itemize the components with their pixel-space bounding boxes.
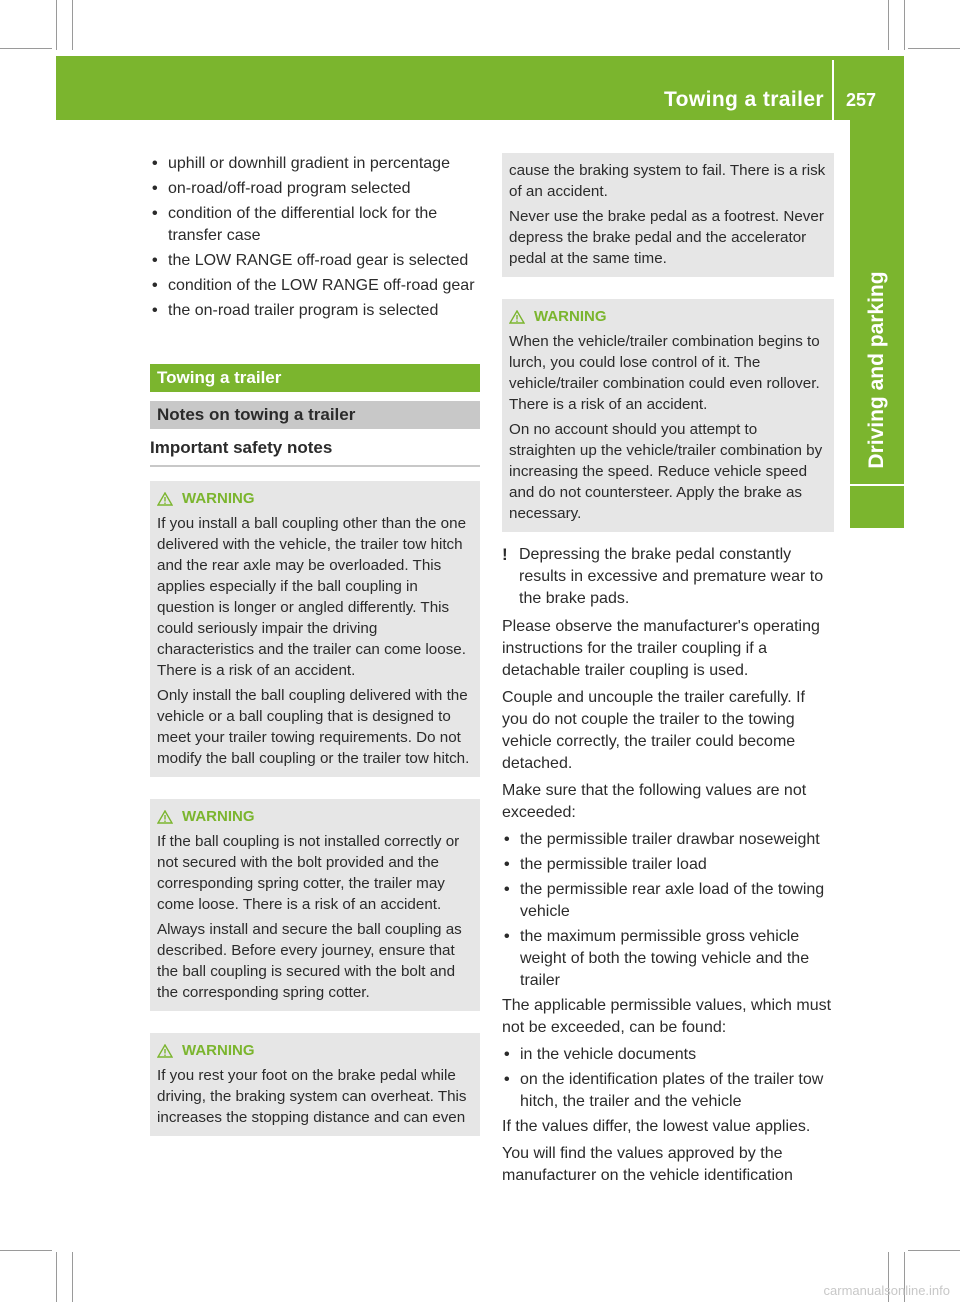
warning-box bbox=[502, 299, 834, 532]
chapter-tab-label: Driving and parking bbox=[865, 271, 888, 469]
crop-mark bbox=[0, 1250, 52, 1251]
list-item: • the permissible trailer load bbox=[502, 854, 834, 876]
warning-label: WARNING bbox=[182, 490, 255, 507]
subheading: Important safety notes bbox=[150, 437, 480, 467]
left-column bbox=[150, 153, 480, 1136]
warning-box bbox=[150, 481, 480, 777]
paragraph: If the values differ, the lowest value applies. bbox=[502, 1118, 811, 1135]
warning-label: WARNING bbox=[534, 308, 607, 325]
watermark: carmanualsonline.info bbox=[823, 1283, 950, 1298]
crop-mark bbox=[72, 1252, 73, 1302]
paragraph: Please observe the manufacturer's operating instructions for the trailer coupling if a detachable trailer coupling is used. bbox=[502, 618, 820, 679]
page-header-title: Towing a trailer bbox=[663, 88, 824, 111]
crop-mark bbox=[908, 1250, 960, 1251]
warning-box bbox=[150, 1033, 480, 1136]
list-item: • condition of the LOW RANGE off-road gear bbox=[150, 275, 480, 297]
list-item: • in the vehicle documents bbox=[502, 1044, 834, 1066]
list-item: • on the identification plates of the trailer tow hitch, the trailer and the vehicle bbox=[502, 1069, 834, 1113]
list-item: • the on-road trailer program is selected bbox=[150, 300, 480, 322]
warning-box bbox=[150, 799, 480, 1011]
warning-text: Never use the brake pedal as a footrest. Never depress the brake pedal and the accelerator pedal at the same time. bbox=[509, 208, 824, 267]
crop-mark bbox=[0, 48, 52, 49]
list-item: • the maximum permissible gross vehicle weight of both the towing vehicle and the trailer bbox=[502, 926, 834, 992]
crop-mark bbox=[888, 0, 889, 50]
exclamation-icon: ! bbox=[502, 545, 508, 564]
warning-header bbox=[509, 306, 827, 327]
warning-label: WARNING bbox=[182, 808, 255, 825]
header-divider bbox=[832, 60, 834, 120]
warning-triangle-icon bbox=[509, 310, 525, 324]
list-item: • uphill or downhill gradient in percentage bbox=[150, 153, 480, 175]
list-item: • on-road/off-road program selected bbox=[150, 178, 480, 200]
note-text: Depressing the brake pedal constantly results in excessive and premature wear to the brake pads. bbox=[519, 546, 824, 607]
list-item: • the permissible trailer drawbar noseweight bbox=[502, 829, 834, 851]
warning-label: WARNING bbox=[182, 1042, 255, 1059]
crop-mark bbox=[56, 0, 57, 50]
paragraph: The applicable permissible values, which must not be exceeded, can be found: bbox=[502, 997, 832, 1036]
warning-text: cause the braking system to fail. There is a risk of an accident. bbox=[509, 162, 826, 200]
page-number: 257 bbox=[846, 90, 877, 110]
section-title: Towing a trailer bbox=[150, 364, 480, 392]
warning-header bbox=[157, 1040, 473, 1061]
crop-mark bbox=[908, 48, 960, 49]
warning-text: If the ball coupling is not installed correctly or not secured with the bolt provided and the corresponding spring cotter, the trailer may come loose. There is a risk of an accident. bbox=[157, 833, 460, 913]
warning-text: Only install the ball coupling delivered with the vehicle or a ball coupling that is designed to meet your trailer towing requirements. Do not modify the ball coupling or the trailer tow hitch. bbox=[157, 687, 470, 767]
paragraph: Couple and uncouple the trailer carefully. If you do not couple the trailer to the towing vehicle correctly, the trailer could become detached. bbox=[502, 689, 805, 772]
paragraph: Make sure that the following values are not exceeded: bbox=[502, 782, 807, 821]
warning-text: If you install a ball coupling other than the one delivered with the vehicle, the trailer tow hitch and the rear axle may be overloaded. This applies especially if the ball coupling in question is longer or angled differently. This could seriously impair the driving characteristics and the trailer can come loose. There is a risk of an accident. bbox=[157, 515, 467, 679]
warning-triangle-icon bbox=[157, 492, 173, 506]
warning-box-continued bbox=[502, 153, 834, 277]
crop-mark bbox=[72, 0, 73, 50]
sources-list bbox=[502, 1044, 834, 1113]
warning-text: If you rest your foot on the brake pedal while driving, the braking system can overheat. This increases the stopping distance and can even bbox=[157, 1067, 467, 1126]
list-item: • condition of the differential lock for the transfer case bbox=[150, 203, 480, 247]
warning-header bbox=[157, 806, 473, 827]
warning-text: Always install and secure the ball coupling as described. Before every journey, ensure that the ball coupling is secured with the bolt and the corresponding spring cotter. bbox=[157, 921, 462, 1001]
list-item: • the LOW RANGE off-road gear is selected bbox=[150, 250, 480, 272]
warning-triangle-icon bbox=[157, 810, 173, 824]
list-item: • the permissible rear axle load of the towing vehicle bbox=[502, 879, 834, 923]
subsection-title: Notes on towing a trailer bbox=[150, 401, 480, 429]
warning-triangle-icon bbox=[157, 1044, 173, 1058]
caution-note bbox=[502, 544, 834, 610]
warning-text: When the vehicle/trailer combination begins to lurch, you could lose control of it. The vehicle/trailer combination could even rollover. There is a risk of an accident. bbox=[509, 333, 820, 413]
crop-mark bbox=[904, 0, 905, 50]
limits-list bbox=[502, 829, 834, 992]
paragraph: You will find the values approved by the manufacturer on the vehicle identification bbox=[502, 1145, 793, 1184]
right-column bbox=[502, 153, 834, 1192]
chapter-tab-marker bbox=[850, 486, 904, 528]
warning-text: On no account should you attempt to straighten up the vehicle/trailer combination by increasing the speed. Reduce vehicle speed and do not countersteer. Apply the brake as necessary. bbox=[509, 421, 823, 522]
feature-list bbox=[150, 153, 480, 322]
crop-mark bbox=[56, 1252, 57, 1302]
warning-header bbox=[157, 488, 473, 509]
